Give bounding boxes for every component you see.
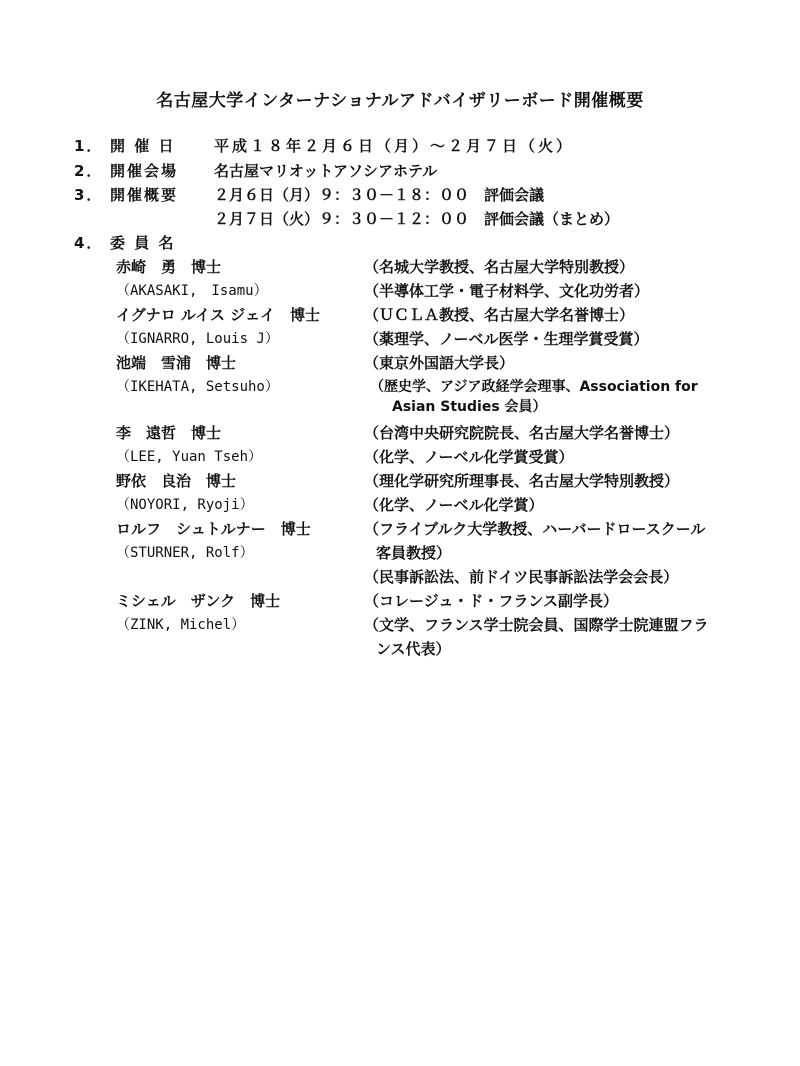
section-2-value: 名古屋マリオットアソシアホテル [214,162,438,180]
section-4-label: 委 員 名 [110,234,176,252]
member-3-name-ja: 池端 雪浦 博士 [116,354,237,372]
member-3-name-en: （IKEHATA, Setsuho） [116,379,279,395]
member-5-role: （理化学研究所理事長、名古屋大学特別教授） [364,472,680,490]
member-6-desc-2: （民事訴訟法、前ドイツ民事訴訟法学会会長） [364,568,679,586]
section-2-label: 開催会場 [110,162,179,180]
member-7-name-en: （ZINK, Michel） [116,617,246,633]
member-3-role: （東京外国語大学長） [364,354,515,372]
member-6-name-en: （STURNER, Rolf） [116,545,254,561]
section-4-number: 4． [74,234,104,252]
member-7-desc-2: ンス代表） [376,640,451,658]
member-5-desc-1: （化学、ノーベル化学賞） [364,496,544,514]
member-7-name-ja: ミシェル ザンク 博士 [116,592,281,610]
section-2-number: 2． [74,162,104,180]
section-1-value: 平成１８年２月６日（月）～２月７日（火） [214,137,575,155]
member-7-role: （コレージュ・ド・フランス副学長） [364,592,618,610]
member-6-desc-1: 客員教授） [376,544,452,562]
section-1-label: 開 催 日 [110,137,176,155]
member-2-name-en: （IGNARRO, Louis J） [116,331,279,347]
document-title: 名古屋大学インターナショナルアドバイザリーボード開催概要 [156,91,644,111]
member-5-name-ja: 野依 良治 博士 [116,472,237,490]
member-2-name-ja: イグナロ ルイス ジェイ 博士 [116,306,320,324]
member-6-role: （フライブルク大学教授、ハーバードロースクール [364,520,706,538]
member-1-role: （名城大学教授、名古屋大学特別教授） [364,258,635,276]
member-4-role: （台湾中央研究院院長、名古屋大学名誉博士） [364,424,680,442]
section-3-line-1: ２月６日（月）９：３０－１８：００ 評価会議 [214,186,545,204]
member-2-desc-1: （薬理学、ノーベル医学・生理学賞受賞） [364,330,649,348]
member-3-desc-1: （歴史学、アジア政経学会理事、Association for [370,379,698,395]
section-3-line-2: ２月７日（火）９：３０－１２：００ 評価会議（まとめ） [214,210,620,228]
section-1-number: 1． [74,137,104,155]
section-3-label: 開催概要 [110,186,179,204]
member-1-desc-1: （半導体工学・電子材料学、文化功労者） [364,282,650,300]
member-4-name-ja: 李 遠哲 博士 [116,424,222,442]
member-4-name-en: （LEE, Yuan Tseh） [116,449,263,465]
member-6-name-ja: ロルフ シュトルナー 博士 [116,520,311,538]
member-1-name-ja: 赤崎 勇 博士 [116,258,222,276]
member-4-desc-1: （化学、ノーベル化学賞受賞） [364,448,574,466]
member-2-role: （ＵＣＬＡ教授、名古屋大学名誉博士） [364,306,635,324]
section-3-number: 3． [74,186,104,204]
member-7-desc-1: （文学、フランス学士院会員、国際学士院連盟フラ [364,616,709,634]
member-5-name-en: （NOYORI, Ryoji） [116,497,254,513]
member-3-desc-2: Asian Studies 会員） [392,399,547,415]
member-1-name-en: （AKASAKI, Isamu） [116,283,268,299]
